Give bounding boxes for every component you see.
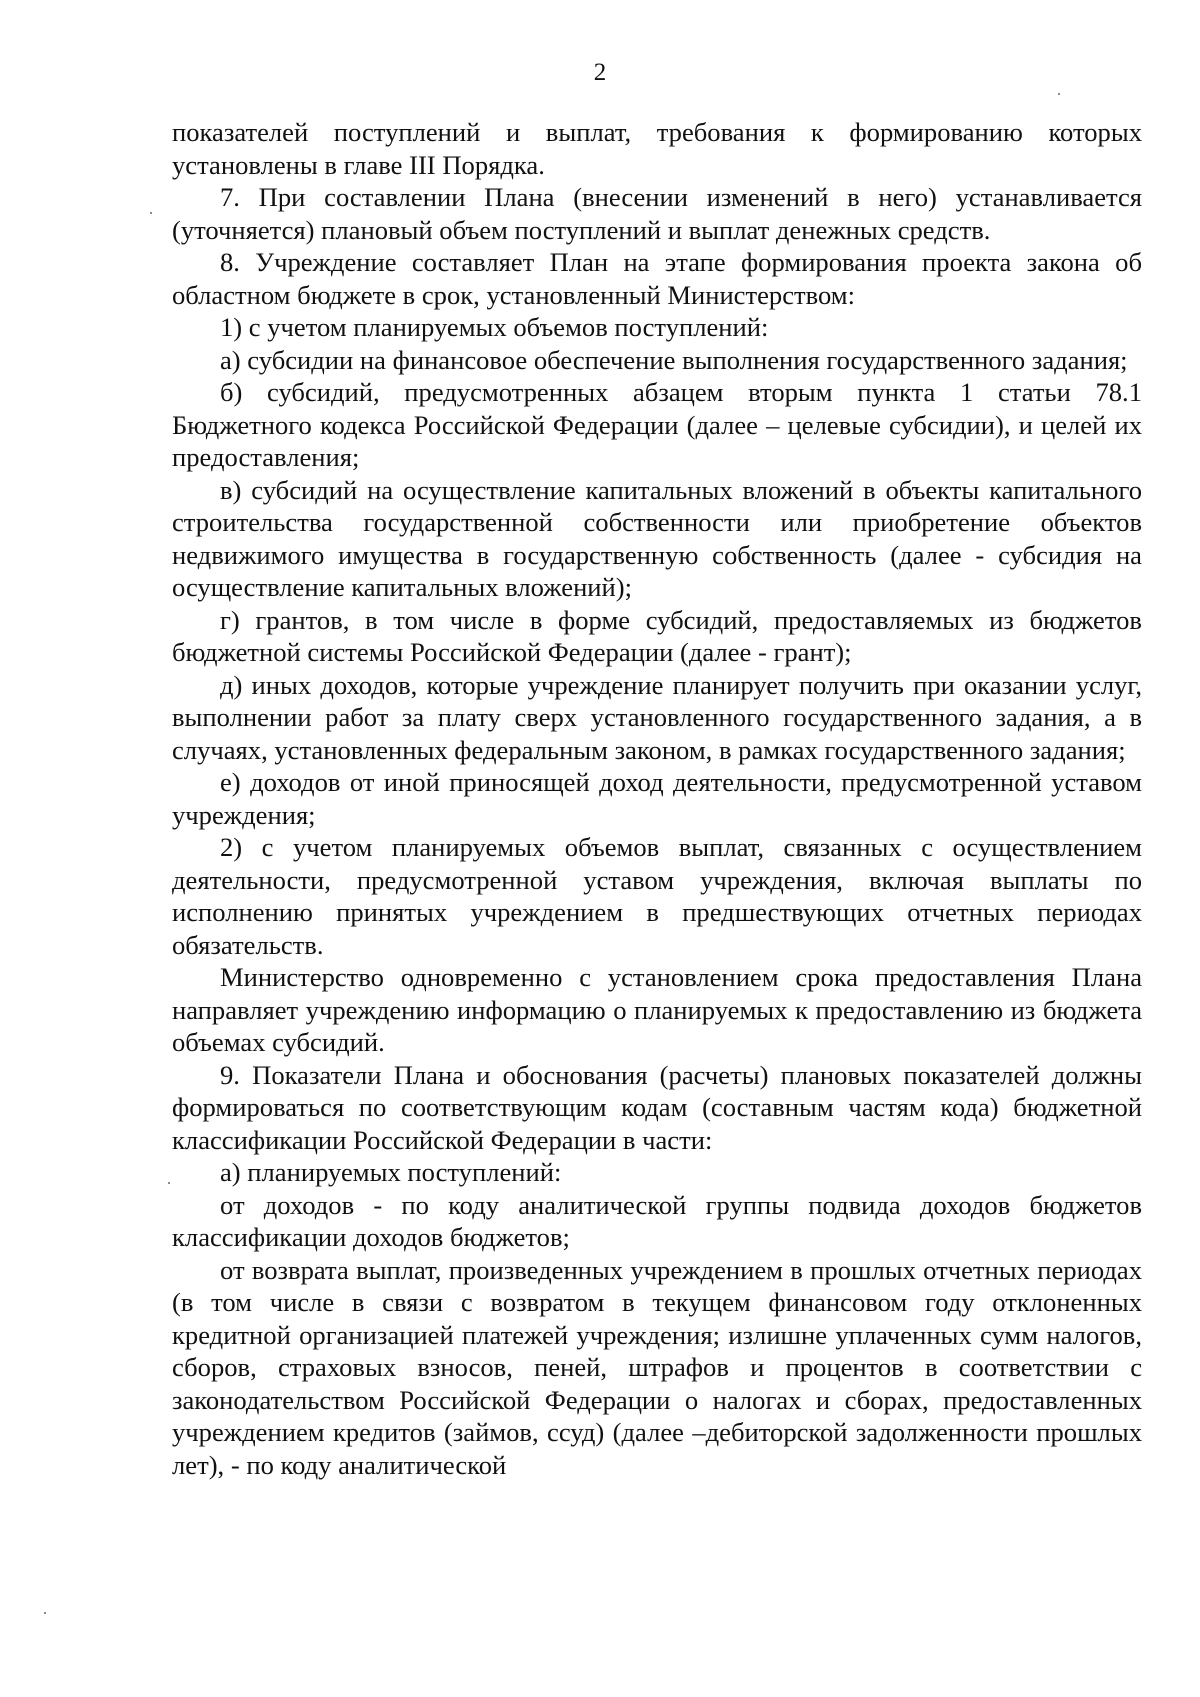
paragraph-income: от доходов - по коду аналитической группы подвида доходов бюджетов классификации доходов бюджетов;	[172, 1189, 1142, 1252]
paragraph-item-8-1-v: в) субсидий на осуществление капитальных вложений в объекты капитального строительства государственной собственности или приобретение объектов недвижимого имущества в государственную собственность (далее - субсидия на осуществление капитальных вложений);	[172, 474, 1142, 602]
paragraph-item-8-2: 2) с учетом планируемых объемов выплат, связанных с осуществлением деятельности, предусмотренной уставом учреждения, включая выплаты по исполнению принятых учреждением в предшествующих отчетных периодах обязательств.	[172, 832, 1142, 960]
paragraph-item-8-1-g: г) грантов, в том числе в форме субсидий, предоставляемых из бюджетов бюджетной системы Российской Федерации (далее - грант);	[172, 604, 1142, 667]
scan-speck	[1058, 93, 1060, 95]
paragraph-item-8-1-a: а) субсидии на финансовое обеспечение выполнения государственного задания;	[220, 344, 1128, 375]
paragraph-item-8: 8. Учреждение составляет План на этапе формирования проекта закона об областном бюджете в срок, установленный Министерством:	[172, 247, 1142, 310]
paragraph-item-7: 7. При составлении Плана (внесении изменений в него) устанавливается (уточняется) плановый объем поступлений и выплат денежных средств.	[172, 182, 1142, 245]
page-number: 2	[593, 59, 607, 86]
scan-speck	[168, 1182, 170, 1184]
scan-speck	[150, 212, 152, 214]
paragraph-item-8-1: 1) с учетом планируемых объемов поступлений:	[220, 312, 769, 342]
paragraph-item-8-1-b: б) субсидий, предусмотренных абзацем вторым пункта 1 статьи 78.1 Бюджетного кодекса Российской Федерации (далее – целевые субсидии), и целей их предоставления;	[172, 377, 1142, 472]
paragraph-item-9: 9. Показатели Плана и обоснования (расчеты) плановых показателей должны формироваться по соответствующим кодам (составным частям кода) бюджетной классификации Российской Федерации в части:	[172, 1059, 1142, 1155]
paragraph-continuation: показателей поступлений и выплат, требования к формированию которых установлены в главе III Порядка.	[172, 117, 1142, 180]
paragraph-ministry-note: Министерство одновременно с установлением срока предоставления Плана направляет учреждению информацию о планируемых к предоставлению из бюджета объемах субсидий.	[172, 962, 1142, 1057]
scan-speck	[44, 1612, 46, 1614]
document-body	[172, 116, 1142, 1481]
paragraph-item-8-1-d: д) иных доходов, которые учреждение планирует получить при оказании услуг, выполнении работ за плату сверх установленного государственного задания, а в случаях, установленных федеральным законом, в рамках государственного задания;	[172, 669, 1142, 765]
paragraph-refunds: от возврата выплат, произведенных учреждением в прошлых отчетных периодах (в том числе в связи с возвратом в текущем финансовом году отклоненных кредитной организацией платежей учреждения; излишне уплаченных сумм налогов, сборов, страховых взносов, пеней, штрафов и процентов в соответствии с законодательством Российской Федерации о налогах и сборах, предоставленных учреждением кредитов (займов, ссуд) (далее –дебиторской задолженности прошлых лет), - по коду аналитической	[172, 1254, 1142, 1480]
paragraph-item-8-1-e: е) доходов от иной приносящей доход деятельности, предусмотренной уставом учреждения;	[172, 767, 1142, 830]
paragraph-item-9-a: а) планируемых поступлений:	[220, 1157, 562, 1187]
